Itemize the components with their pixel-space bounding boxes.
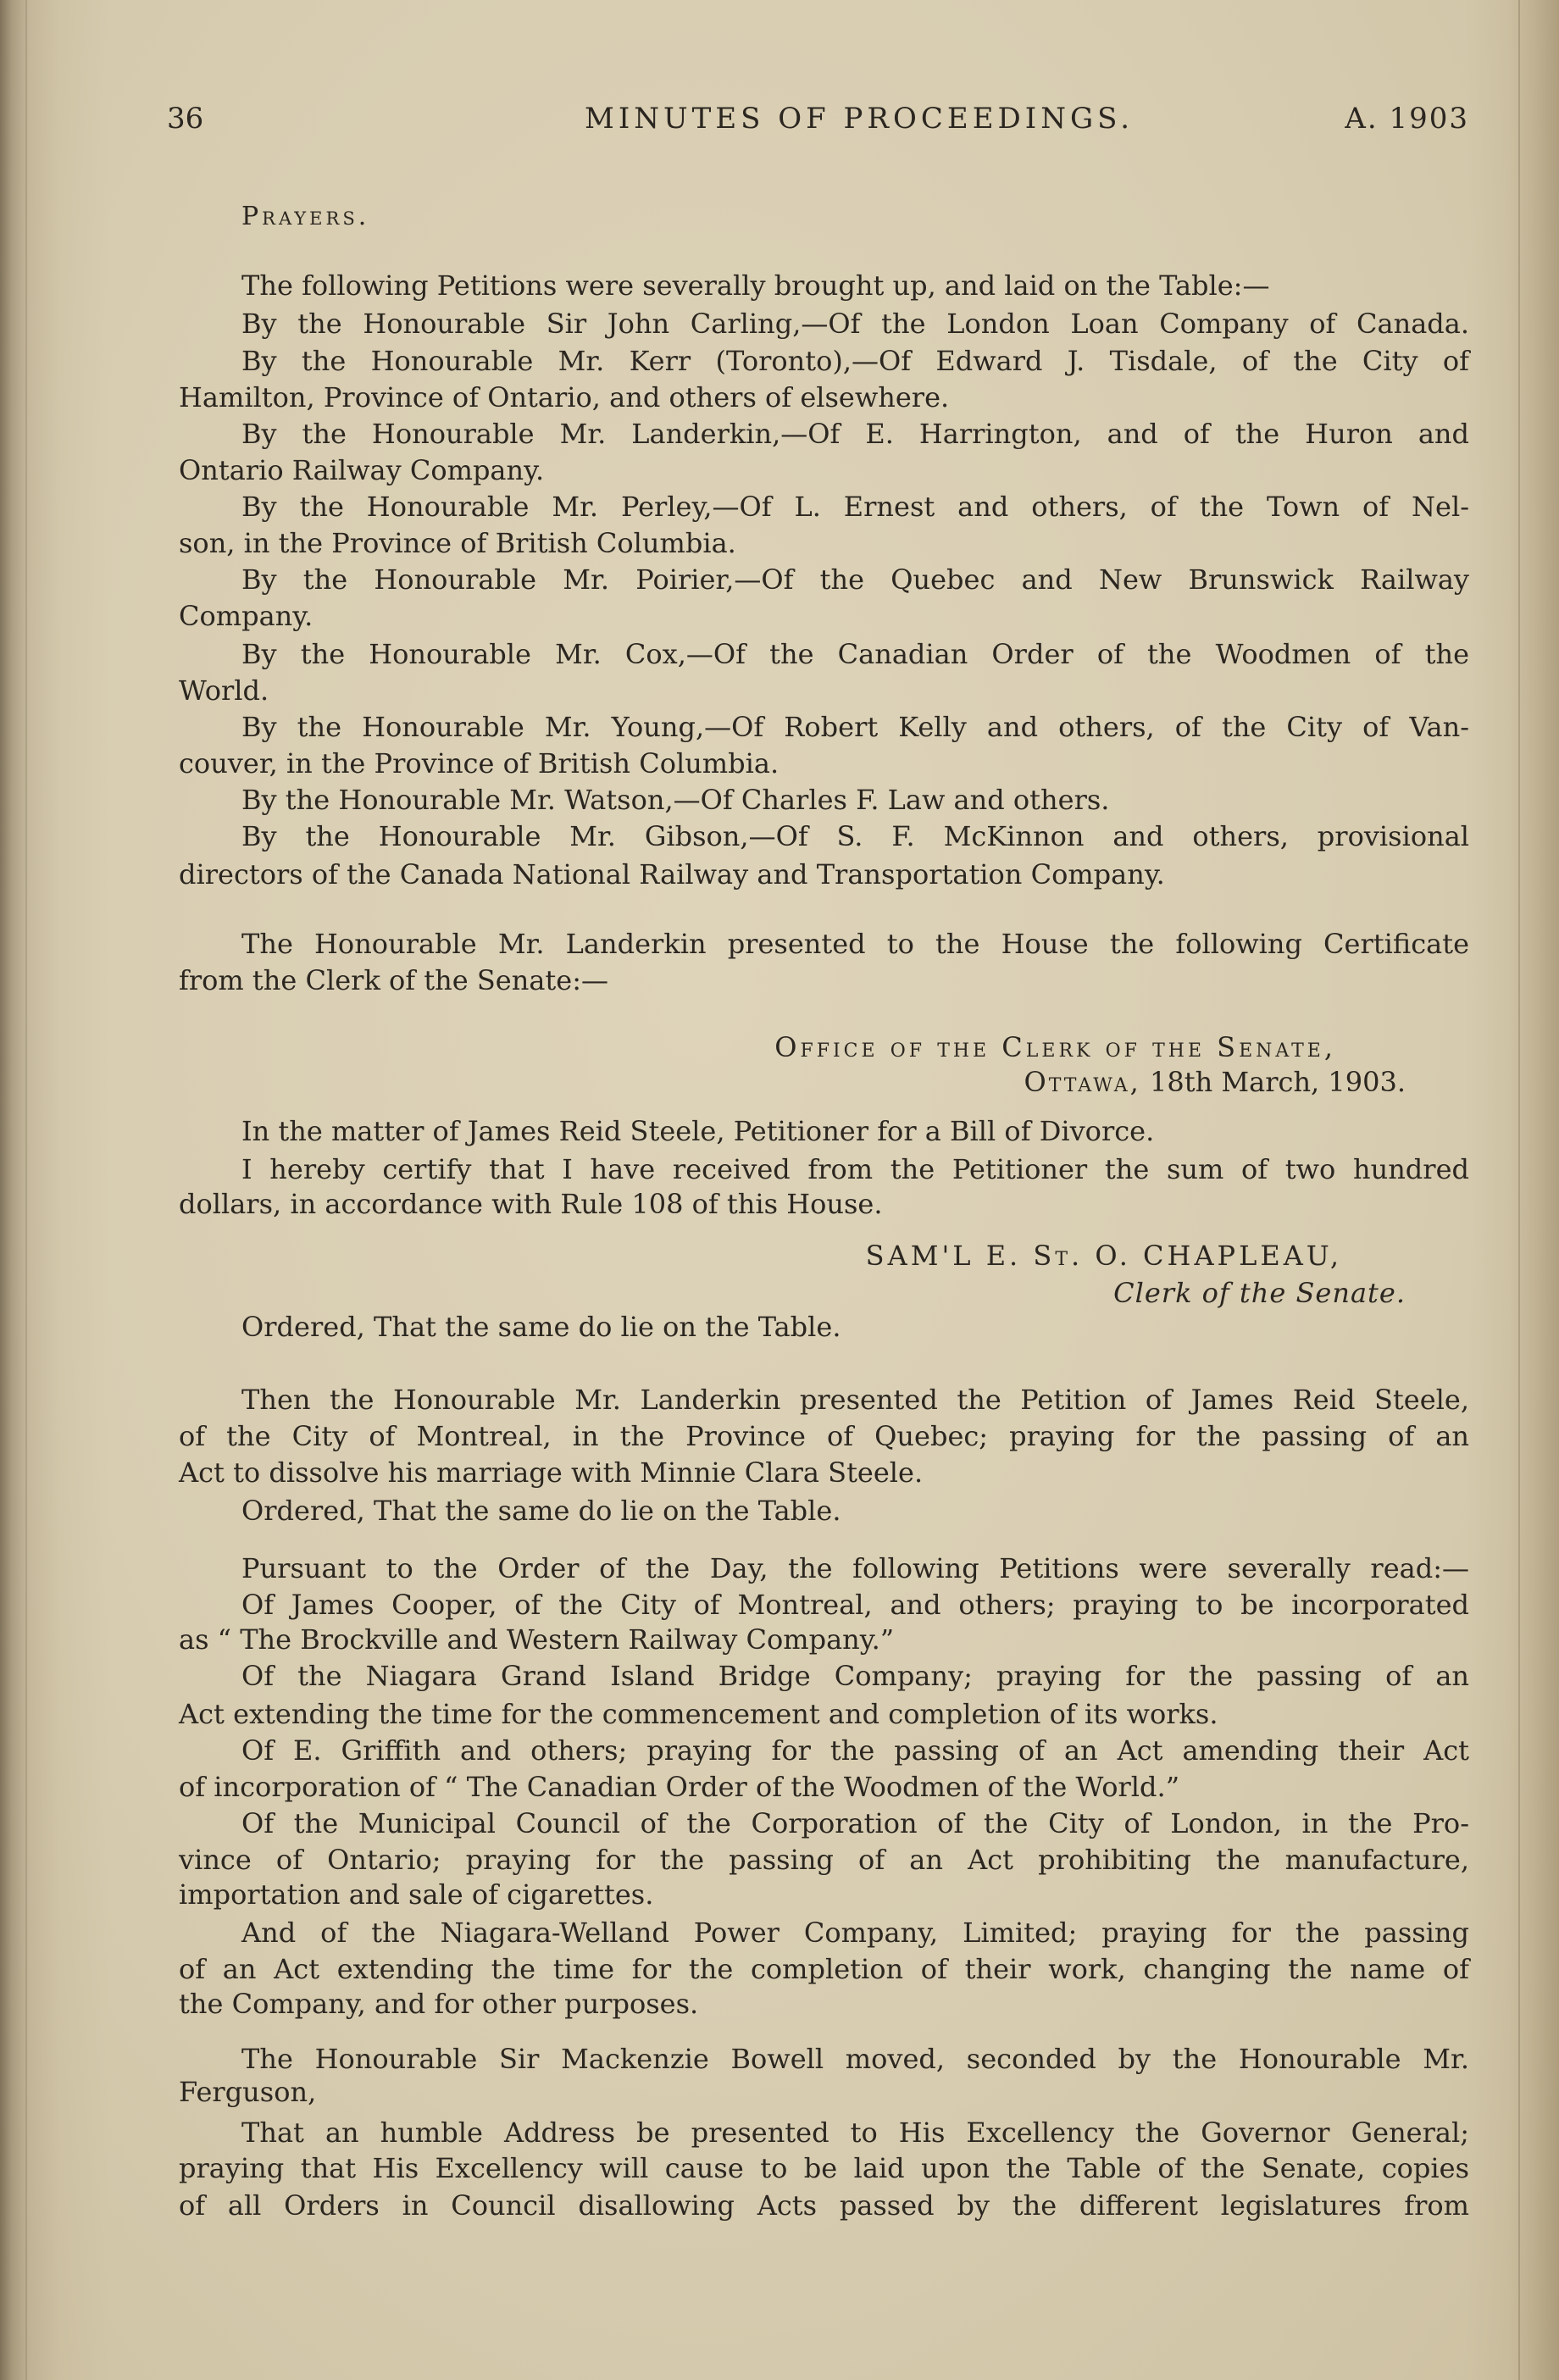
petition-read-line: Of the Municipal Council of the Corporation of the City of London, in the Pro- bbox=[241, 1807, 1469, 1839]
petition-entry-line: By the Honourable Mr. Poirier,—Of the Quebec and New Brunswick Railway bbox=[241, 563, 1469, 596]
certificate-presentation-line: The Honourable Mr. Landerkin presented to the House the following Certificate bbox=[241, 928, 1469, 960]
petition-read-line: importation and sale of cigarettes. bbox=[179, 1878, 654, 1911]
petition-entry-line: By the Honourable Sir John Carling,—Of the London Loan Company of Canada. bbox=[241, 308, 1469, 340]
petitions-presented-intro: The following Petitions were severally brought up, and laid on the Table:— bbox=[241, 269, 1270, 302]
session-year: A. 1903 bbox=[1345, 102, 1469, 136]
motion-line: of all Orders in Council disallowing Acts passed by the different legislatures from bbox=[179, 2189, 1469, 2222]
divorce-petition-line: of the City of Montreal, in the Province of Quebec; praying for the passing of an bbox=[179, 1420, 1469, 1452]
petition-read-line: of an Act extending the time for the completion of their work, changing the name of bbox=[179, 1953, 1469, 1985]
petition-entry-line: World. bbox=[179, 674, 269, 707]
order-line: Ordered, That the same do lie on the Table. bbox=[241, 1311, 841, 1343]
page-number: 36 bbox=[167, 102, 204, 136]
petition-entry-line: By the Honourable Mr. Gibson,—Of S. F. McKinnon and others, provisional bbox=[241, 820, 1469, 852]
running-title: MINUTES OF PROCEEDINGS. bbox=[585, 102, 1135, 136]
motion-line: That an humble Address be presented to His Excellency the Governor General; bbox=[241, 2116, 1469, 2149]
petition-read-line: And of the Niagara-Welland Power Company, Limited; praying for the passing bbox=[241, 1917, 1469, 1949]
petition-read-line: Of E. Griffith and others; praying for the passing of an Act amending their Act bbox=[241, 1734, 1469, 1767]
binding-gutter-line bbox=[25, 0, 27, 2380]
section-heading-prayers: Prayers. bbox=[241, 202, 370, 231]
petition-entry-line: By the Honourable Mr. Young,—Of Robert Kelly and others, of the City of Van- bbox=[241, 711, 1469, 743]
petition-entry-line: son, in the Province of British Columbia. bbox=[179, 527, 736, 559]
petition-entry-line: By the Honourable Mr. Kerr (Toronto),—Of Edward J. Tisdale, of the City of bbox=[241, 345, 1469, 377]
certificate-place-date bbox=[1024, 1063, 1406, 1101]
certificate-place: Ottawa, bbox=[1024, 1066, 1141, 1098]
certificate-body-line: In the matter of James Reid Steele, Petitioner for a Bill of Divorce. bbox=[241, 1115, 1155, 1147]
divorce-petition-line: Act to dissolve his marriage with Minnie Clara Steele. bbox=[179, 1456, 924, 1489]
petition-entry-line: Ontario Railway Company. bbox=[179, 454, 545, 486]
petition-entry-line: By the Honourable Mr. Watson,—Of Charles F. Law and others. bbox=[241, 784, 1110, 816]
petition-entry-line: By the Honourable Mr. Cox,—Of the Canadian Order of the Woodmen of the bbox=[241, 638, 1469, 670]
certificate-body-line: I hereby certify that I have received from the Petitioner the sum of two hundred bbox=[241, 1153, 1469, 1185]
signatory-name-part: St. bbox=[1033, 1240, 1084, 1272]
petition-read-line: Of James Cooper, of the City of Montreal, and others; praying to be incorporated bbox=[241, 1589, 1469, 1621]
petition-entry-line: couver, in the Province of British Columbia. bbox=[179, 747, 780, 779]
motion-line: The Honourable Sir Mackenzie Bowell moved, seconded by the Honourable Mr. bbox=[241, 2043, 1469, 2075]
petitions-read-intro: Pursuant to the Order of the Day, the following Petitions were severally read:— bbox=[241, 1552, 1469, 1584]
certificate-body-line: dollars, in accordance with Rule 108 of this House. bbox=[179, 1188, 883, 1220]
signatory-name-part: SAM'L E. bbox=[865, 1240, 1022, 1272]
petition-entry-line: By the Honourable Mr. Landerkin,—Of E. Harrington, and of the Huron and bbox=[241, 418, 1469, 450]
petition-read-line: of incorporation of “ The Canadian Order of the Woodmen of the World.” bbox=[179, 1771, 1180, 1803]
certificate-presentation-line: from the Clerk of the Senate:— bbox=[179, 964, 608, 996]
petition-entry-line: Hamilton, Province of Ontario, and others of elsewhere. bbox=[179, 381, 950, 413]
petition-entry-line: directors of the Canada National Railway and Transportation Company. bbox=[179, 858, 1165, 890]
divorce-petition-line: Then the Honourable Mr. Landerkin presented the Petition of James Reid Steele, bbox=[241, 1384, 1469, 1416]
signatory-name-part: O. CHAPLEAU, bbox=[1095, 1240, 1342, 1272]
petition-entry-line: By the Honourable Mr. Perley,—Of L. Ernest and others, of the Town of Nel- bbox=[241, 491, 1469, 523]
order-line: Ordered, That the same do lie on the Table. bbox=[241, 1495, 841, 1527]
certificate-date: 18th March, 1903. bbox=[1150, 1066, 1406, 1098]
page-edge-line bbox=[1518, 0, 1520, 2380]
certificate-office: Office of the Clerk of the Senate, bbox=[774, 1031, 1336, 1063]
petition-read-line: Act extending the time for the commencement and completion of its works. bbox=[179, 1698, 1218, 1730]
petition-read-line: as “ The Brockville and Western Railway Company.” bbox=[179, 1623, 895, 1656]
petition-read-line: vince of Ontario; praying for the passing of an Act prohibiting the manufacture, bbox=[179, 1844, 1469, 1876]
certificate-signatory bbox=[866, 1237, 1342, 1274]
petition-entry-line: Company. bbox=[179, 600, 313, 632]
petition-read-line: Of the Niagara Grand Island Bridge Company; praying for the passing of an bbox=[241, 1660, 1469, 1692]
motion-line: praying that His Excellency will cause to be laid upon the Table of the Senate, copies bbox=[179, 2152, 1469, 2184]
motion-line: Ferguson, bbox=[179, 2076, 317, 2108]
petition-read-line: the Company, and for other purposes. bbox=[179, 1988, 699, 2020]
signatory-title: Clerk of the Senate. bbox=[1113, 1277, 1406, 1309]
